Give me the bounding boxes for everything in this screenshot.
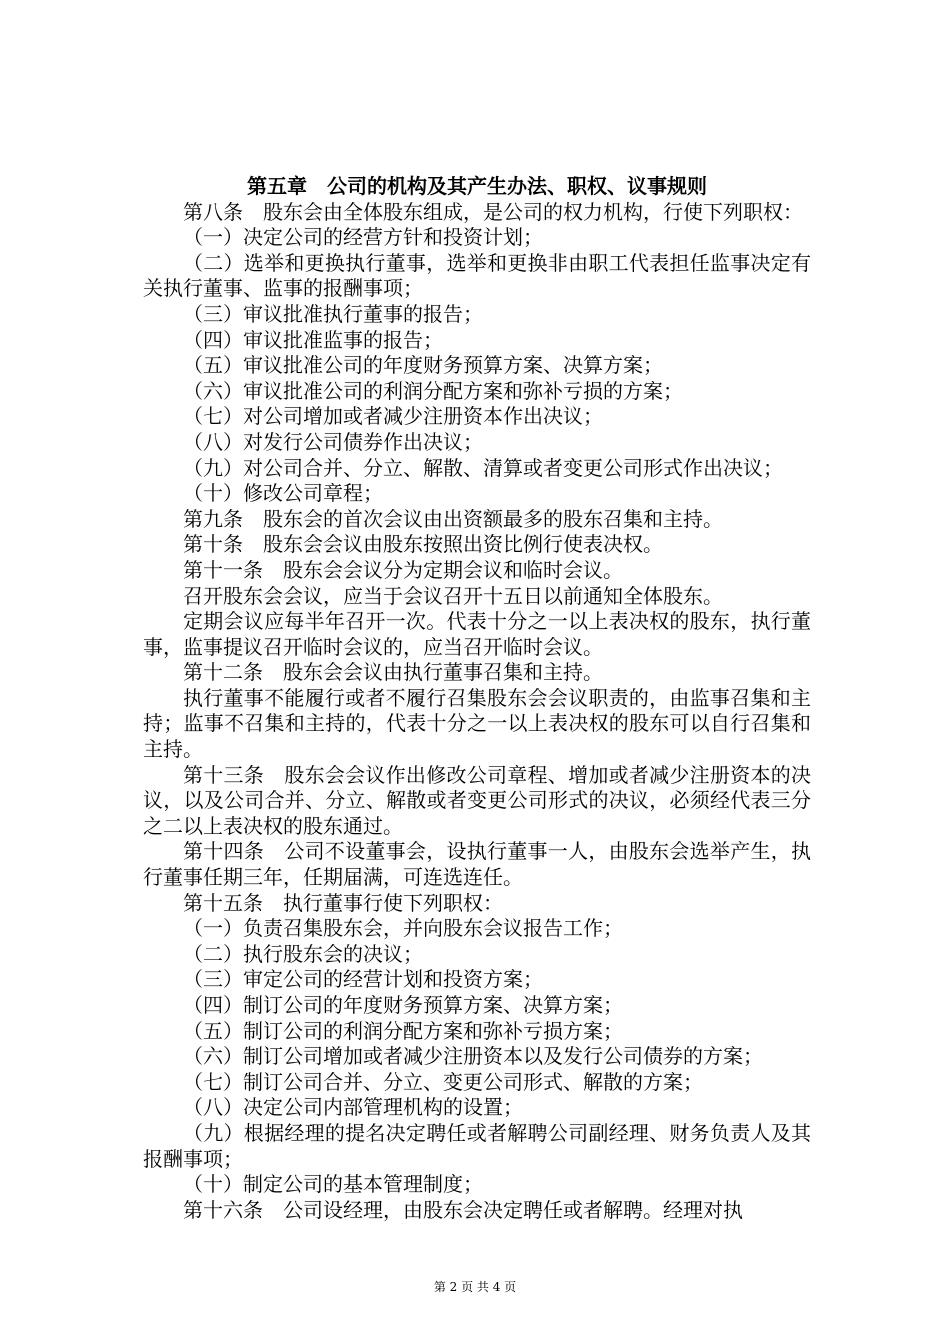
paragraph: 召开股东会会议，应当于会议召开十五日以前通知全体股东。 xyxy=(183,583,723,608)
paragraph: 第十四条 公司不设董事会，设执行董事一人，由股东会选举产生，执行董事任期三年，任期届满，可连选连任。 xyxy=(143,839,811,890)
chapter-title: 第五章 公司的机构及其产生办法、职权、议事规则 xyxy=(247,174,707,198)
paragraph: （三）审定公司的经营计划和投资方案； xyxy=(183,967,543,992)
paragraph: （一）决定公司的经营方针和投资计划； xyxy=(183,225,543,250)
paragraph: 第十三条 股东会会议作出修改公司章程、增加或者减少注册资本的决议，以及公司合并、分立、解散或者变更公司形式的决议，必须经代表三分之二以上表决权的股东通过。 xyxy=(143,762,811,838)
paragraph: （六）制订公司增加或者减少注册资本以及发行公司债券的方案； xyxy=(183,1044,763,1069)
paragraph: （六）审议批准公司的利润分配方案和弥补亏损的方案； xyxy=(183,378,683,403)
paragraph: 执行董事不能履行或者不履行召集股东会会议职责的，由监事召集和主持；监事不召集和主持的，代表十分之一以上表决权的股东可以自行召集和主持。 xyxy=(143,685,811,762)
paragraph: （八）决定公司内部管理机构的设置； xyxy=(183,1095,523,1120)
paragraph: （十）制定公司的基本管理制度； xyxy=(183,1172,483,1197)
paragraph: （七）制订公司合并、分立、变更公司形式、解散的方案； xyxy=(183,1069,703,1094)
paragraph: 第十二条 股东会会议由执行董事召集和主持。 xyxy=(183,660,603,685)
paragraph: （二）执行股东会的决议； xyxy=(183,941,423,966)
document-body xyxy=(143,174,811,1223)
paragraph: （八）对发行公司债券作出决议； xyxy=(183,429,483,454)
paragraph: （九）对公司合并、分立、解散、清算或者变更公司形式作出决议； xyxy=(183,455,783,480)
paragraph: （七）对公司增加或者减少注册资本作出决议； xyxy=(183,404,603,429)
paragraph: （三）审议批准执行董事的报告； xyxy=(183,301,483,326)
paragraph: 第十一条 股东会会议分为定期会议和临时会议。 xyxy=(183,557,623,582)
paragraph: （十）修改公司章程； xyxy=(183,481,383,506)
paragraph: 第十六条 公司设经理，由股东会决定聘任或者解聘。经理对执 xyxy=(183,1197,743,1222)
paragraph: 第十条 股东会会议由股东按照出资比例行使表决权。 xyxy=(183,532,663,557)
paragraph-list xyxy=(143,200,811,1224)
paragraph: （五）审议批准公司的年度财务预算方案、决算方案； xyxy=(183,353,663,378)
paragraph: 第十五条 执行董事行使下列职权： xyxy=(183,890,503,915)
paragraph: 定期会议应每半年召开一次。代表十分之一以上表决权的股东，执行董事，监事提议召开临时会议的，应当召开临时会议。 xyxy=(143,609,811,659)
page-footer: 第 2 页 共 4 页 xyxy=(433,1280,517,1294)
paragraph: （一）负责召集股东会，并向股东会议报告工作； xyxy=(183,916,623,941)
paragraph: （四）审议批准监事的报告； xyxy=(183,327,443,352)
paragraph: 第八条 股东会由全体股东组成，是公司的权力机构，行使下列职权： xyxy=(183,199,803,224)
paragraph: （五）制订公司的利润分配方案和弥补亏损方案； xyxy=(183,1018,623,1043)
paragraph: 第九条 股东会的首次会议由出资额最多的股东召集和主持。 xyxy=(183,506,723,531)
paragraph: （二）选举和更换执行董事，选举和更换非由职工代表担任监事决定有关执行董事、监事的报酬事项； xyxy=(143,250,811,301)
paragraph: （四）制订公司的年度财务预算方案、决算方案； xyxy=(183,993,623,1017)
paragraph: （九）根据经理的提名决定聘任或者解聘公司副经理、财务负责人及其报酬事项； xyxy=(143,1120,811,1171)
